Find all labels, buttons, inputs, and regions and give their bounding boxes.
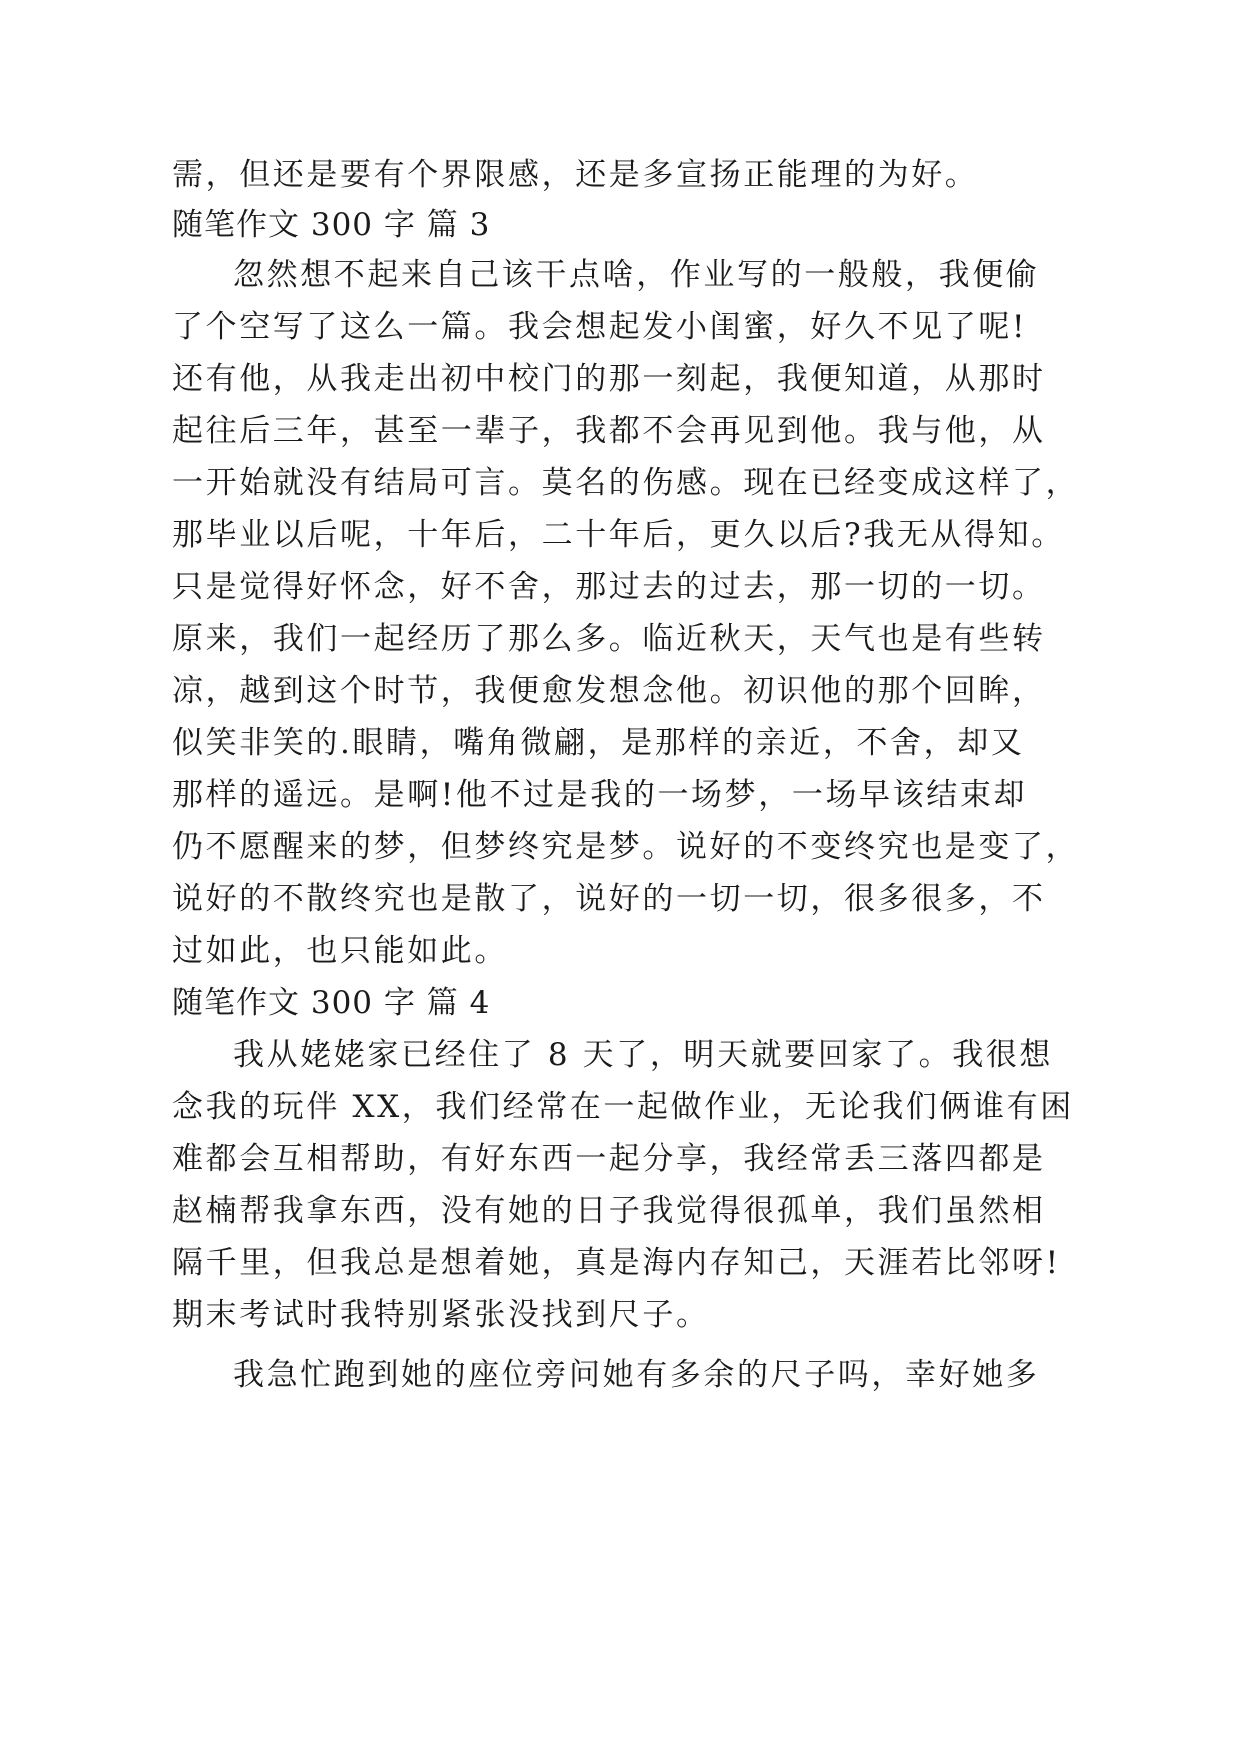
body-text-line: 还有他，从我走出初中校门的那一刻起，我便知道，从那时 xyxy=(172,361,1046,397)
body-text-line: 只是觉得好怀念，好不舍，那过去的过去，那一切的一切。 xyxy=(172,569,1046,605)
body-text-line: 一开始就没有结局可言。莫名的伤感。现在已经变成这样了， xyxy=(172,465,1080,501)
body-text-line: 凉，越到这个时节，我便愈发想念他。初识他的那个回眸， xyxy=(172,673,1046,709)
body-text-line: 说好的不散终究也是散了，说好的一切一切，很多很多，不 xyxy=(172,881,1046,917)
section-heading: 随笔作文 300 字 篇 3 xyxy=(172,207,491,243)
body-text-line: 需，但还是要有个界限感，还是多宣扬正能理的为好。 xyxy=(172,157,979,193)
body-text-line: 忽然想不起来自己该干点啥，作业写的一般般，我便偷 xyxy=(233,257,1040,293)
body-text-line: 似笑非笑的.眼睛，嘴角微翩，是那样的亲近，不舍，却又 xyxy=(172,725,1025,761)
body-text-line: 了个空写了这么一篇。我会想起发小闺蜜，好久不见了呢! xyxy=(172,309,1028,345)
body-text-line: 我从姥姥家已经住了 8 天了，明天就要回家了。我很想 xyxy=(233,1037,1054,1073)
body-text-line: 念我的玩伴 XX，我们经常在一起做作业，无论我们俩谁有困 xyxy=(172,1089,1074,1125)
section-heading: 随笔作文 300 字 篇 4 xyxy=(172,985,491,1021)
body-text-line: 原来，我们一起经历了那么多。临近秋天，天气也是有些转 xyxy=(172,621,1046,657)
body-text-line: 隔千里，但我总是想着她，真是海内存知己，天涯若比邻呀! xyxy=(172,1245,1061,1281)
body-text-line: 期末考试时我特别紧张没找到尺子。 xyxy=(172,1297,710,1333)
body-text-line: 那样的遥远。是啊!他不过是我的一场梦，一场早该结束却 xyxy=(172,777,1028,813)
body-text-line: 仍不愿醒来的梦，但梦终究是梦。说好的不变终究也是变了， xyxy=(172,829,1080,865)
body-text-line: 难都会互相帮助，有好东西一起分享，我经常丢三落四都是 xyxy=(172,1141,1046,1177)
body-text-line: 那毕业以后呢，十年后，二十年后，更久以后?我无从得知。 xyxy=(172,517,1065,553)
body-text-line: 赵楠帮我拿东西，没有她的日子我觉得很孤单，我们虽然相 xyxy=(172,1193,1046,1229)
body-text-line: 起往后三年，甚至一辈子，我都不会再见到他。我与他，从 xyxy=(172,413,1046,449)
body-text-line: 我急忙跑到她的座位旁问她有多余的尺子吗，幸好她多 xyxy=(233,1357,1040,1393)
body-text-line: 过如此，也只能如此。 xyxy=(172,933,508,969)
